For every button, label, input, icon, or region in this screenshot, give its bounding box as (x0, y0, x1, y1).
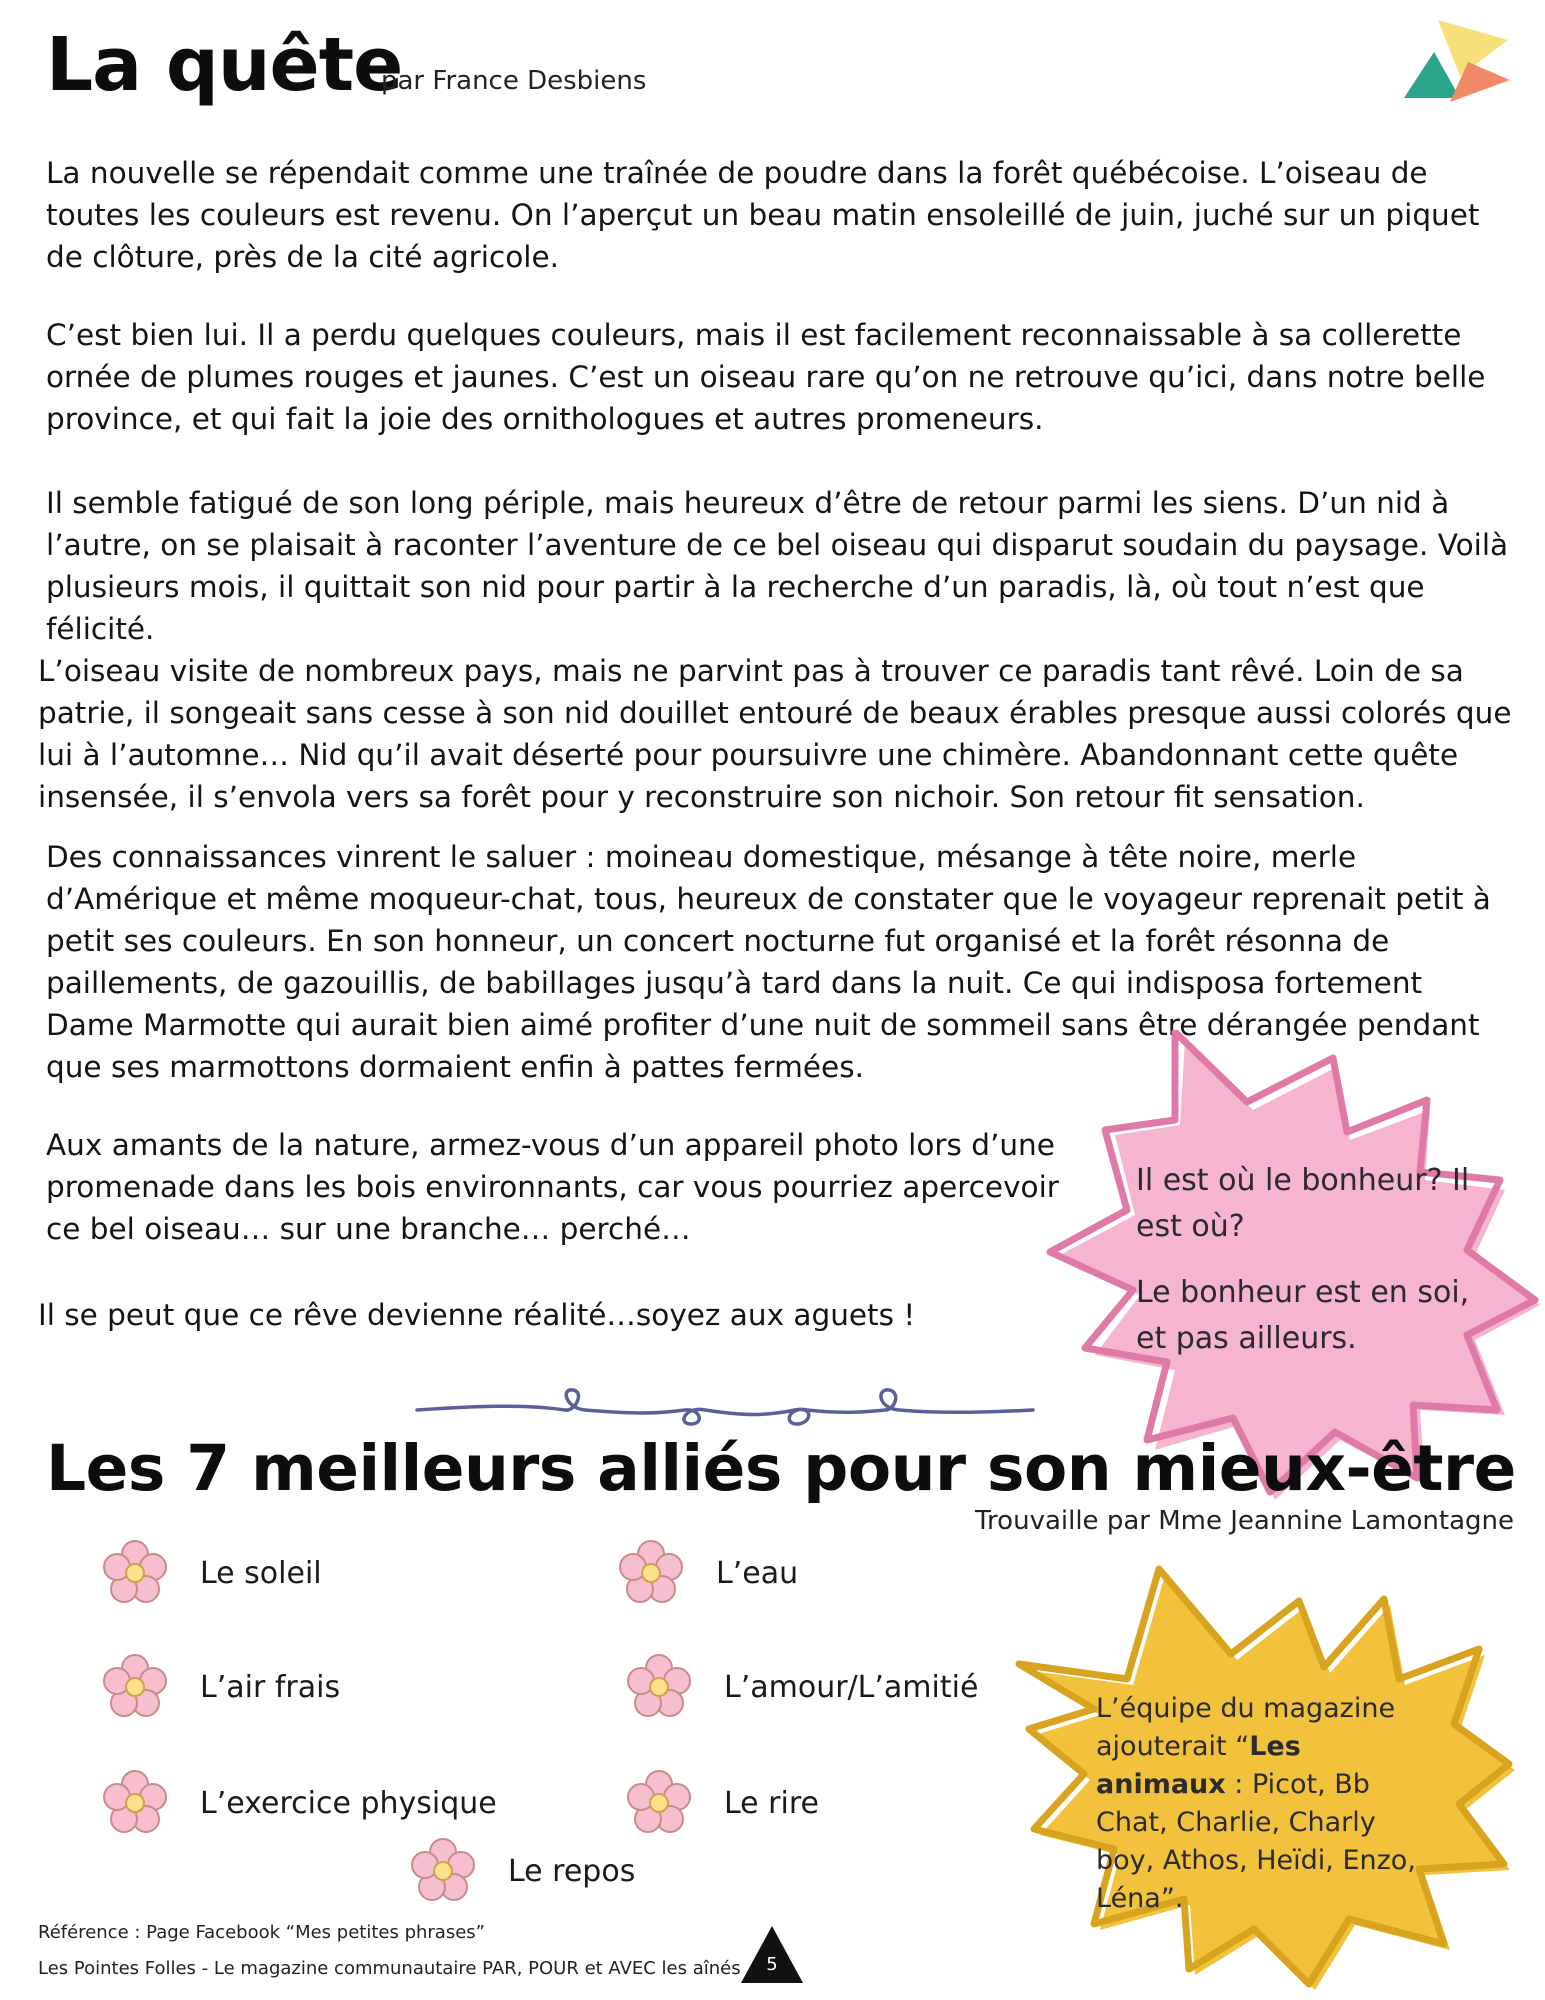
flower-icon (100, 1538, 170, 1608)
ally-label: L’eau (716, 1555, 799, 1591)
list-item (100, 1768, 497, 1838)
flower-icon (408, 1836, 478, 1906)
ally-label: L’air frais (200, 1669, 341, 1705)
section-byline: Trouvaille par Mme Jeannine Lamontagne (975, 1506, 1514, 1536)
paragraph: C’est bien lui. Il a perdu quelques couleurs, mais il est facilement reconnaissable à sa collerette ornée de plumes rouges et jaunes. C’est un oiseau rare qu’on ne retrouve qu’ici, dans notre belle province, et qui fait la joie des ornithologues et autres promeneurs. (46, 318, 1486, 436)
ally-label: Le rire (724, 1785, 819, 1821)
paragraph: Il se peut que ce rêve devienne réalité…soyez aux aguets ! (38, 1298, 916, 1332)
paragraph: Aux amants de la nature, armez-vous d’un appareil photo lors d’une promenade dans les bois environnants, car vous pourriez apercevoir ce bel oiseau… sur une branche… perché… (46, 1128, 1059, 1246)
list-item (100, 1652, 340, 1722)
paragraph: Il semble fatigué de son long périple, mais heureux d’être de retour parmi les siens. D’un nid à l’autre, on se plaisait à raconter l’aventure de ce bel oiseau qui disparut soudain du paysage. Voilà plusieurs mois, il quittait son nid pour partir à la recherche d’un paradis, là, où tout n’est que félicité. (46, 486, 1509, 646)
page-number: 5 (766, 1954, 778, 1975)
note-text-end: : Picot, Bb Chat, Charlie, Charly boy, Athos, Heïdi, Enzo, Léna”. (1096, 1769, 1416, 1914)
ally-label: L’amour/L’amitié (724, 1669, 979, 1705)
list-item (100, 1538, 322, 1608)
note-text-bold: Les animaux (1096, 1731, 1301, 1800)
flower-icon (616, 1538, 686, 1608)
list-item (624, 1768, 819, 1838)
article-byline: par France Desbiens (381, 66, 647, 96)
quote-answer: Le bonheur est en soi, et pas ailleurs. (1136, 1275, 1470, 1356)
ally-label: Le soleil (200, 1555, 322, 1591)
ally-label: L’exercice physique (200, 1785, 497, 1821)
page-number-badge (740, 1924, 804, 1984)
pink-bubble-quote (1136, 1158, 1476, 1382)
ally-label: Le repos (508, 1853, 636, 1889)
yellow-bubble-note (1096, 1690, 1436, 1918)
flower-icon (624, 1652, 694, 1722)
section-title: Les 7 meilleurs alliés pour son mieux-être (46, 1432, 1516, 1505)
flower-icon (100, 1768, 170, 1838)
paragraph: Des connaissances vinrent le saluer : moineau domestique, mésange à tête noire, merle d’Amérique et même moqueur-chat, tous, heureux de constater que le voyageur reprenait petit à petit ses couleurs. En son honneur, un concert nocturne fut organisé et la forêt résonna de paillements, de gazouillis, de babillages jusqu’à tard dans la nuit. Ce qui indisposa fortement Dame Marmotte qui aurait bien aimé profiter d’une nuit de sommeil sans être dérangée pendant que ses marmottons dormaient enfin à pattes fermées. (46, 840, 1491, 1084)
note-text-start: L’équipe du magazine ajouterait “ (1096, 1693, 1396, 1762)
list-item (624, 1652, 978, 1722)
article-title: La quête (46, 22, 403, 108)
flower-icon (100, 1652, 170, 1722)
footer-magazine: Les Pointes Folles - Le magazine communautaire PAR, POUR et AVEC les aînés (38, 1958, 741, 1979)
logo-triangles-icon (1398, 18, 1518, 118)
quote-question: Il est où le bonheur? Il est où? (1136, 1163, 1470, 1244)
paragraph: L’oiseau visite de nombreux pays, mais ne parvint pas à trouver ce paradis tant rêvé. Loin de sa patrie, il songeait sans cesse à son nid douillet entouré de beaux érables presque aussi colorés que lui à l’automne… Nid qu’il avait déserté pour poursuivre une chimère. Abandonnant cette quête insensée, il s’envola vers sa forêt pour y reconstruire son nichoir. Son retour fit sensation. (38, 654, 1512, 814)
footer-reference: Référence : Page Facebook “Mes petites phrases” (38, 1922, 485, 1943)
swirl-divider-icon (415, 1380, 1035, 1430)
paragraph: La nouvelle se répendait comme une traînée de poudre dans la forêt québécoise. L’oiseau de toutes les couleurs est revenu. On l’aperçut un beau matin ensoleillé de juin, juché sur un piquet de clôture, près de la cité agricole. (46, 156, 1480, 274)
list-item (616, 1538, 798, 1608)
list-item (408, 1836, 635, 1906)
flower-icon (624, 1768, 694, 1838)
